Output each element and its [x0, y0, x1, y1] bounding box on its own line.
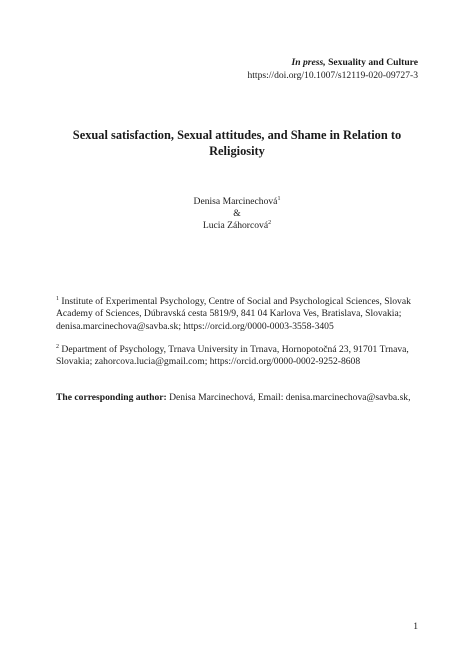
author-2: [60, 220, 414, 232]
in-press-label: In press,: [291, 57, 326, 68]
doi-link[interactable]: https://doi.org/10.1007/s12119-020-09727-3: [247, 70, 418, 81]
author-1-name: Denisa Marcinechová: [193, 196, 278, 207]
affiliation-1-line-3: denisa.marcinechova@savba.sk; https://orcid.org/0000-0003-3558-3405: [56, 320, 334, 332]
author-2-sup: 2: [268, 220, 272, 226]
affiliation-2-text-1: Department of Psychology, Trnava University in Trnava, Hornopotočná 23, 91701 Trnava,: [61, 344, 409, 355]
author-separator: &: [233, 208, 241, 219]
journal-name: Sexuality and Culture: [328, 57, 418, 68]
corresponding-author: [56, 392, 434, 404]
affiliation-1-line-2: Academy of Sciences, Dúbravská cesta 5819/9, 841 04 Karlova Ves, Bratislava, Slovakia;: [56, 308, 402, 320]
author-list: [60, 196, 414, 232]
corresponding-author-text: Denisa Marcinechová, Email: denisa.marcinechova@savba.sk,: [169, 392, 411, 403]
publication-header: [247, 56, 418, 82]
affiliation-1-text-1: Institute of Experimental Psychology, Centre of Social and Psychological Sciences, Slovak: [61, 296, 411, 307]
affiliation-1-line-1: [56, 296, 418, 308]
affiliation-2-line-1: [56, 344, 418, 356]
corresponding-author-label: The corresponding author:: [56, 392, 167, 403]
affiliation-1-sup: 1: [56, 296, 59, 302]
author-2-name: Lucia Záhorcová: [202, 220, 269, 231]
affiliation-1: [56, 296, 418, 333]
page-number: 1: [413, 621, 418, 632]
journal-line: [247, 56, 418, 69]
author-1-sup: 1: [277, 196, 281, 202]
affiliation-2: [56, 344, 418, 369]
paper-title: [60, 127, 414, 159]
title-line-1: Sexual satisfaction, Sexual attitudes, and Shame in Relation to: [72, 128, 402, 142]
author-1: [60, 196, 414, 208]
affiliation-2-sup: 2: [56, 344, 59, 350]
title-line-2: Religiosity: [209, 144, 265, 158]
affiliation-2-line-2: Slovakia; zahorcova.lucia@gmail.com; https://orcid.org/0000-0002-9252-8608: [56, 356, 361, 368]
